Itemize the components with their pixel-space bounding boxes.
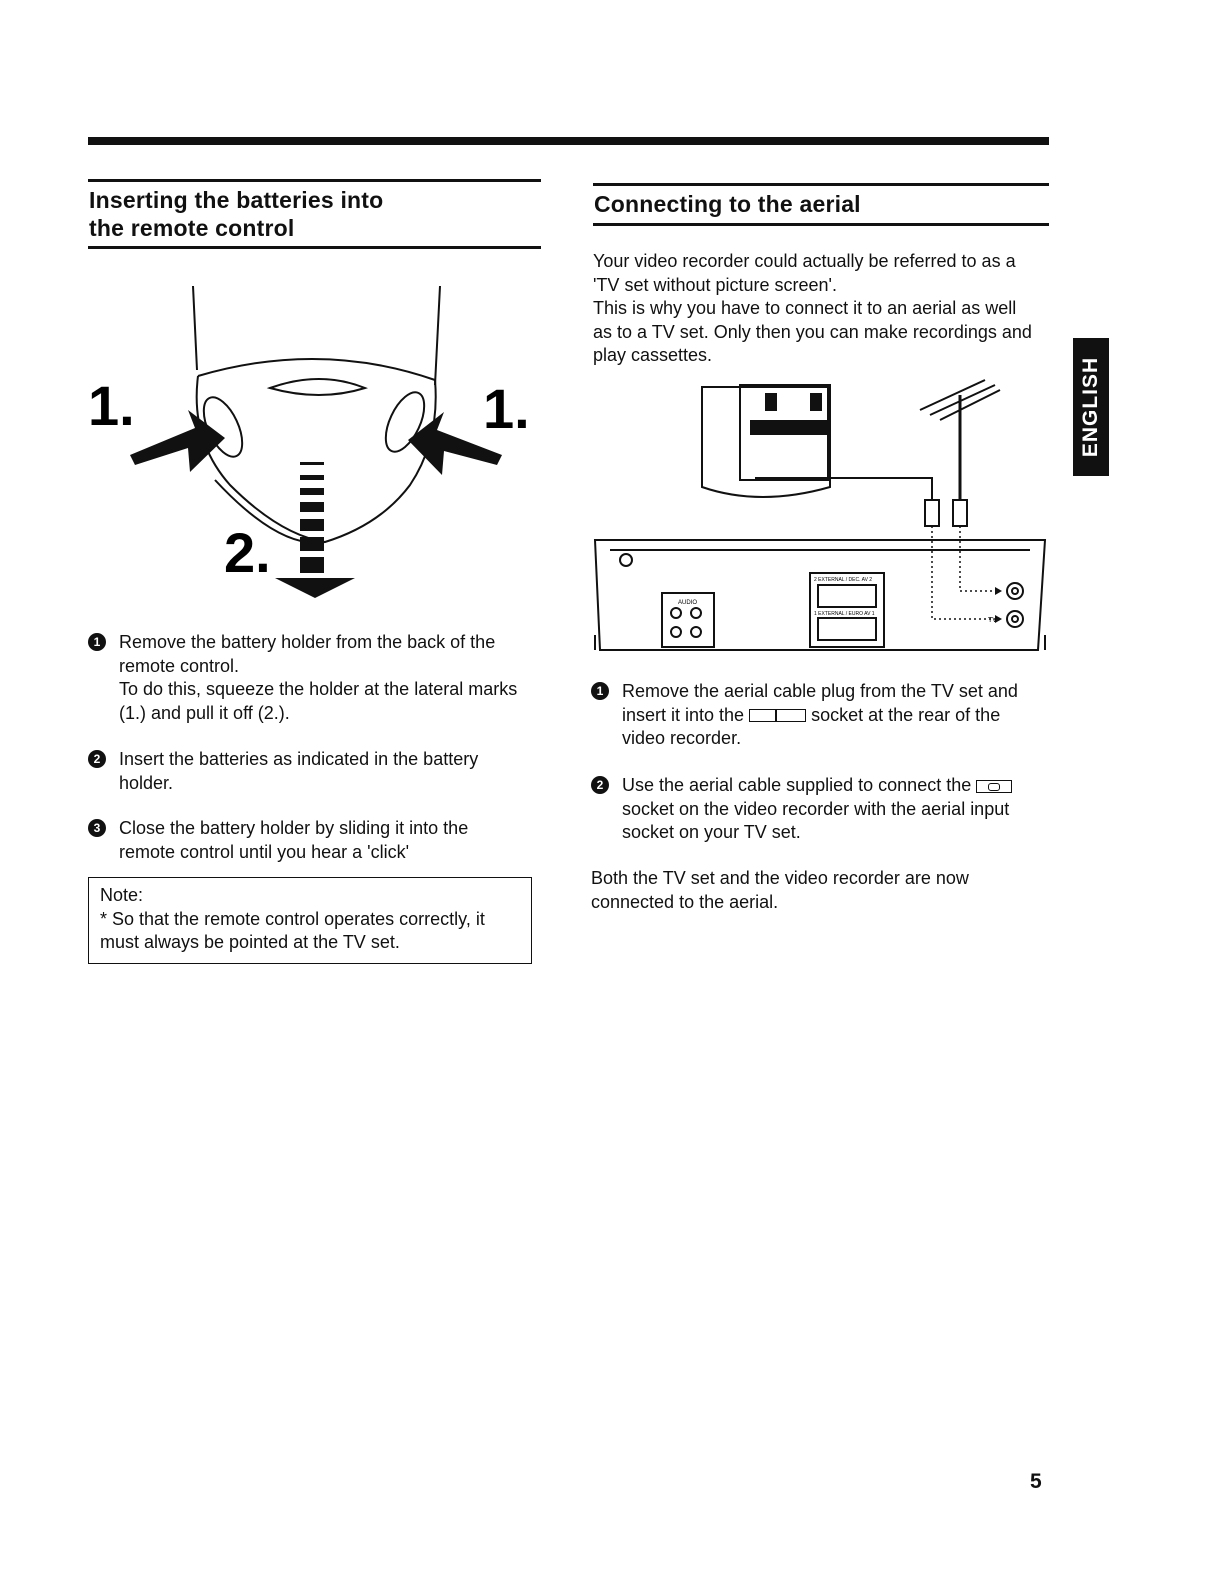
outro-line: Both the TV set and the video recorder are now	[591, 868, 969, 888]
step-line: socket on your TV set.	[622, 822, 801, 842]
aerial-conclusion	[591, 867, 1051, 914]
figure-marker-1-left: 1.	[88, 374, 135, 437]
intro-line: 'TV set without picture screen'.	[593, 274, 837, 295]
note-line: must always be pointed at the TV set.	[100, 932, 400, 952]
step-number: 3	[88, 819, 106, 837]
step-line: Remove the battery holder from the back of the	[119, 632, 496, 652]
step-line: insert it into the	[622, 704, 745, 725]
note-line: * So that the remote control operates correctly, it	[100, 908, 485, 929]
ext1-label: 1 EXTERNAL / EURO AV 1	[814, 611, 875, 617]
heading-line: the remote control	[89, 215, 295, 241]
figure-marker-1-right: 1.	[483, 377, 530, 440]
battery-step-1	[88, 631, 548, 725]
step-line: socket at the rear of the	[811, 704, 1001, 725]
aerial-plugs	[925, 500, 967, 526]
aerial-step-2	[591, 774, 1051, 845]
step-number: 1	[591, 682, 609, 700]
battery-step-3	[88, 817, 548, 864]
heading-line: Inserting the batteries into	[89, 187, 384, 213]
step-number: 2	[591, 776, 609, 794]
tv-socket-label: TV	[988, 617, 997, 624]
step-line: Close the battery holder by sliding it into the	[119, 818, 469, 838]
step-line: Insert the batteries as indicated in the battery	[119, 749, 479, 769]
intro-line: This is why you have to connect it to an aerial as well	[593, 298, 1017, 318]
step-line: holder.	[119, 772, 174, 793]
step-line: socket on the video recorder with the aerial input	[622, 798, 1010, 819]
aerial-connection-illustration	[590, 375, 1055, 665]
section-heading-batteries	[89, 186, 383, 242]
section-rule-bottom	[593, 223, 1049, 226]
intro-line: as to a TV set. Only then you can make recordings and	[593, 321, 1032, 342]
step-line: video recorder.	[622, 728, 742, 748]
language-tab	[1073, 338, 1109, 476]
audio-label: AUDIO	[678, 600, 698, 606]
intro-line: play cassettes.	[593, 345, 713, 365]
tv-socket-icon	[976, 780, 1012, 793]
note-box	[88, 877, 532, 964]
language-tab-label: ENGLISH	[1079, 356, 1102, 458]
step-number: 2	[88, 750, 106, 768]
section-rule-top	[593, 183, 1049, 186]
top-rule	[88, 137, 1049, 145]
tv-vent	[750, 420, 828, 435]
vcr-rear	[595, 540, 1045, 650]
step-line: To do this, squeeze the holder at the lateral marks	[119, 679, 518, 699]
outro-line: connected to the aerial.	[591, 891, 779, 912]
heading-line: Connecting to the aerial	[594, 191, 861, 217]
section-rule-top	[88, 179, 541, 182]
section-rule-bottom	[88, 246, 541, 249]
note-title: Note:	[100, 885, 144, 905]
aerial-intro	[593, 250, 1053, 368]
step-number: 1	[88, 633, 106, 651]
section-heading-aerial	[594, 190, 861, 218]
squeeze-arrow-left	[130, 410, 225, 472]
aerial-socket-icon	[749, 709, 806, 722]
step-line: remote control.	[119, 655, 240, 676]
remote-control-illustration	[80, 280, 550, 610]
page-number: 5	[1030, 1470, 1042, 1493]
battery-step-2	[88, 748, 548, 795]
figure-marker-2: 2.	[224, 521, 271, 584]
ext2-label: 2 EXTERNAL / DEC. AV 2	[814, 577, 873, 583]
step-line: Remove the aerial cable plug from the TV set and	[622, 681, 1018, 701]
aerial-step-1	[591, 680, 1051, 751]
step-line: Use the aerial cable supplied to connect the	[622, 775, 972, 795]
step-line: (1.) and pull it off (2.).	[119, 702, 290, 723]
step-line: remote control until you hear a 'click'	[119, 841, 410, 862]
intro-line: Your video recorder could actually be referred to as a	[593, 251, 1016, 271]
